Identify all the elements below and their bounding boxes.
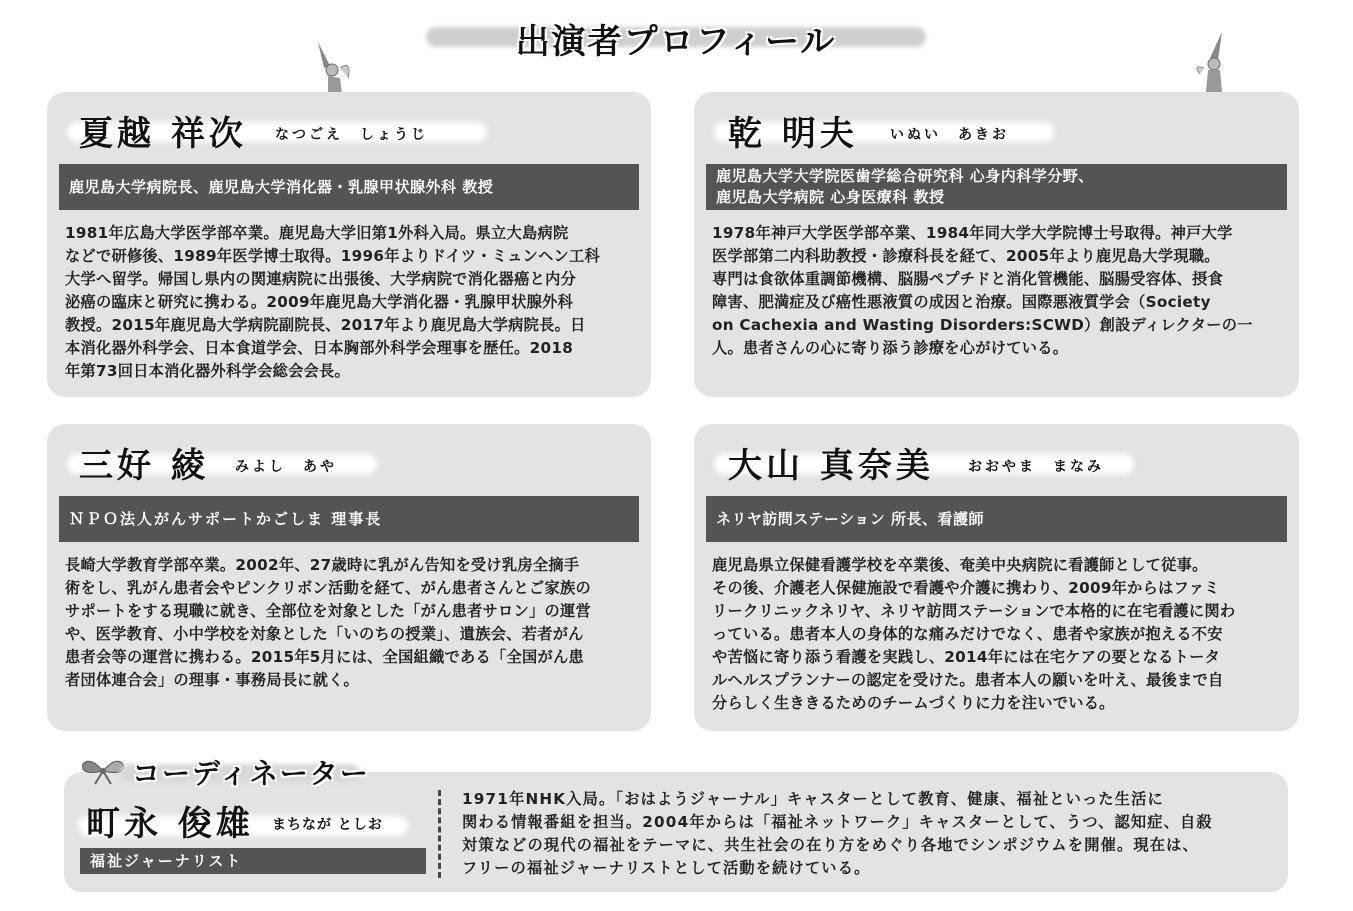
bio-line: 1971年NHK入局。「おはようジャーナル」キャスターとして教育、健康、福祉といった生活に — [462, 790, 1164, 808]
bio-line: その後、介護老人保健施設で看護や介護に携わり、2009年からはファミ — [712, 579, 1220, 597]
bio-line: 泌癌の臨床と研究に携わる。2009年鹿児島大学消化器・乳腺甲状腺外科 — [65, 293, 574, 311]
role-line: 鹿児島大学病院 心身医療科 教授 — [716, 188, 945, 206]
bio-line: 専門は食欲体重調節機構、脳腸ペプチドと消化管機能、脳腸受容体、摂食 — [712, 270, 1224, 288]
bio-line: 1978年神戸大学医学部卒業、1984年同大学大学院博士号取得。神戸大学 — [712, 224, 1233, 242]
bio-line: 者団体連合会」の理事・事務局長に就く。 — [65, 671, 359, 689]
bio-line: 関わる情報番組を担当。2004年からは「福祉ネットワーク」キャスターとして、うつ、認知症、自殺 — [462, 813, 1213, 831]
bio-line: っている。患者本人の身体的な痛みだけでなく、患者や家族が抱える不安 — [712, 625, 1223, 643]
person-name-kana: いぬい あきお — [890, 127, 1009, 143]
bio-line: 大学へ留学。帰国し県内の関連病院に出張後、大学病院で消化器癌と内分 — [65, 270, 577, 288]
bio-line: 長崎大学教育学部卒業。2002年、27歳時に乳がん告知を受け乳房全摘手 — [65, 556, 580, 574]
person-name: 三好 綾 — [79, 446, 209, 486]
role-text: ＮＰＯ法人がんサポートかごしま 理事長 — [69, 509, 383, 528]
coordinator-name-kana: まちなが としお — [272, 817, 383, 833]
person-bio — [65, 222, 637, 383]
person-name: 大山 真奈美 — [728, 446, 934, 486]
name-row — [694, 92, 1299, 152]
bio-line: 対策などの現代の福祉をテーマに、共生社会の在り方をめぐり各地でシンポジウムを開催。現在は、 — [462, 836, 1199, 854]
person-bio — [712, 554, 1285, 715]
bio-line: ルヘルスプランナーの認定を受けた。患者本人の願いを叶え、最後まで自 — [712, 671, 1224, 689]
name-row — [47, 424, 651, 484]
person-name-kana: なつごえ しょうじ — [275, 127, 428, 143]
role-line: 鹿児島大学大学院医歯学総合研究科 心身内科学分野、 — [716, 167, 1094, 185]
bio-line: などで研修後、1989年医学博士取得。1996年よりドイツ・ミュンヘン工科 — [65, 247, 601, 265]
bio-line: 障害、肥満症及び癌性悪液質の成因と治療。国際悪液質学会（Society — [712, 293, 1211, 311]
bio-line: リークリニックネリヤ、ネリヤ訪問ステーションで本格的に在宅看護に関わ — [712, 602, 1236, 620]
name-row — [47, 92, 651, 152]
bio-line: 1981年広島大学医学部卒業。鹿児島大学旧第1外科入局。県立大島病院 — [65, 224, 569, 242]
bio-line: 患者会等の運営に携わる。2015年5月には、全国組織である「全国がん患 — [65, 648, 584, 666]
coordinator-section-header — [80, 750, 370, 790]
profile-card-oyama — [694, 424, 1299, 731]
bio-line: 教授。2015年鹿児島大学病院副院長、2017年より鹿児島大学病院長。日 — [65, 316, 586, 334]
role-text: ネリヤ訪問ステーション 所長、看護師 — [716, 509, 985, 528]
dashed-divider — [438, 790, 441, 878]
profile-card-inui — [694, 92, 1299, 397]
person-name: 夏越 祥次 — [79, 114, 247, 154]
bio-line: や苦悩に寄り添う看護を実践し、2014年には在宅ケアの要となるトータ — [712, 648, 1221, 666]
coordinator-bio — [462, 788, 1270, 880]
person-role — [706, 496, 1287, 542]
person-role — [59, 496, 639, 542]
bio-line: 年第73回日本消化器外科学会総会会長。 — [65, 362, 351, 380]
person-name-kana: みよし あや — [235, 459, 337, 475]
page-title: 出演者プロフィール — [515, 22, 837, 62]
bio-line: 本消化器外科学会、日本食道学会、日本胸部外科学会理事を歴任。2018 — [65, 339, 574, 357]
bio-line: on Cachexia and Wasting Disorders:SCWD）創設ディレクターの一 — [712, 316, 1253, 334]
bio-line: 人。患者さんの心に寄り添う診療を心がけている。 — [712, 339, 1069, 357]
name-row — [694, 424, 1299, 484]
person-bio — [65, 554, 637, 692]
person-bio — [712, 222, 1285, 360]
bio-line: 医学部第二内科助教授・診療科長を経て、2005年より鹿児島大学現職。 — [712, 247, 1220, 265]
bio-line: フリーの福祉ジャーナリストとして活動を続けている。 — [462, 859, 871, 877]
bio-line: サポートをする現職に就き、全部位を対象とした「がん患者サロン」の運営 — [65, 602, 591, 620]
bio-line: 分らしく生ききるためのチームづくりに力を注いでいる。 — [712, 694, 1115, 712]
bio-line: 鹿児島県立保健看護学校を卒業後、奄美中央病院に看護師として従事。 — [712, 556, 1208, 574]
page-title-area — [426, 14, 926, 62]
bio-line: 術をし、乳がん患者会やピンクリボン活動を経て、がん患者さんとご家族の — [65, 579, 591, 597]
coordinator-name: 町永 俊雄 — [86, 804, 254, 844]
person-role — [59, 164, 639, 210]
person-name: 乾 明夫 — [728, 114, 858, 154]
role-text: 鹿児島大学病院長、鹿児島大学消化器・乳腺甲状腺外科 教授 — [69, 177, 494, 196]
bio-line: や、医学教育、小中学校を対象とした「いのちの授業」、遺族会、若者がん — [65, 625, 584, 643]
section-label: コーディネーター — [132, 757, 370, 790]
coordinator-role — [80, 848, 426, 874]
person-name-kana: おおやま まなみ — [968, 459, 1104, 475]
person-role — [706, 164, 1287, 210]
profile-card-miyoshi — [47, 424, 651, 731]
profile-card-natsugoe — [47, 92, 651, 397]
role-text: 福祉ジャーナリスト — [90, 851, 243, 870]
